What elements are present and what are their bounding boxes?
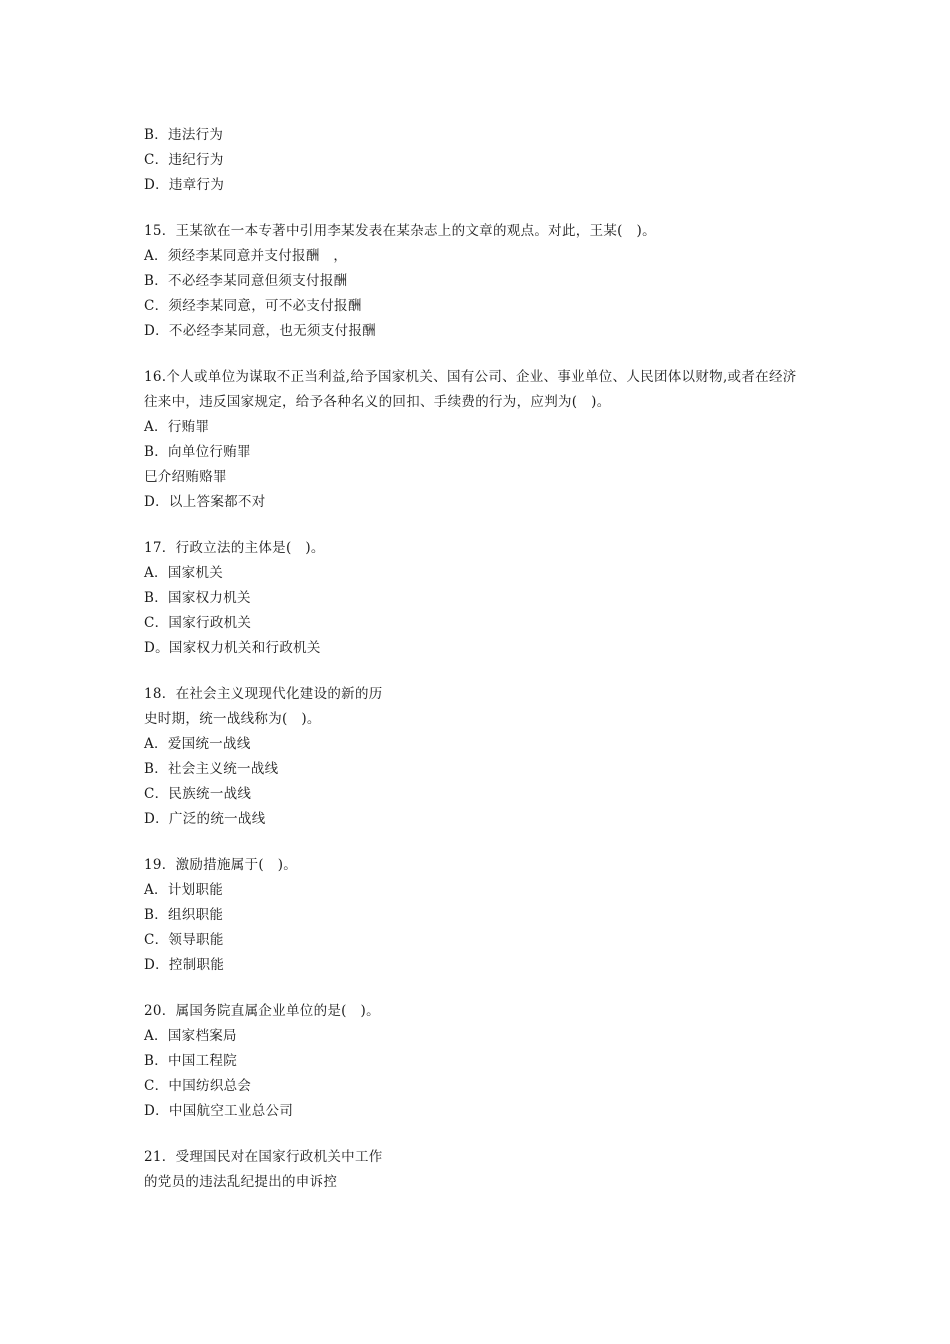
question-text: 16.个人或单位为谋取不正当利益,给予国家机关、国有公司、企业、事业单位、人民团体以财物,或者在经济	[144, 369, 797, 385]
document-page	[144, 123, 824, 1216]
option-d: D．不必经李某同意，也无须支付报酬	[144, 323, 376, 339]
option-c: C．中国纺织总会	[144, 1078, 252, 1094]
question-text: 18．在社会主义现现代化建设的新的历	[144, 686, 383, 702]
option-a: A．国家机关	[144, 565, 224, 581]
option-b: B．中国工程院	[144, 1053, 238, 1069]
option-d: D．控制职能	[144, 957, 225, 973]
option-b: B．社会主义统一战线	[144, 761, 279, 777]
question-text-continued: 的党员的违法乱纪提出的申诉控	[144, 1174, 338, 1190]
option-a: A．行贿罪	[144, 419, 210, 435]
option-a: A．爱国统一战线	[144, 736, 251, 752]
question-text: 15．王某欲在一本专著中引用李某发表在某杂志上的文章的观点。对此，王某( )。	[144, 223, 656, 239]
option-c: C．须经李某同意，可不必支付报酬	[144, 298, 362, 314]
question-text: 20．属国务院直属企业单位的是( )。	[144, 1003, 380, 1019]
question-15	[144, 219, 824, 344]
option-b: B．国家权力机关	[144, 590, 251, 606]
option-c: C．国家行政机关	[144, 615, 252, 631]
option-a: A．须经李某同意并支付报酬 ，	[144, 248, 348, 264]
question-20	[144, 999, 824, 1124]
option-c: C．违纪行为	[144, 152, 224, 168]
question-16	[144, 365, 824, 515]
question-18	[144, 682, 824, 832]
option-c: C．民族统一战线	[144, 786, 252, 802]
question-text: 19．激励措施属于( )。	[144, 857, 298, 873]
option-b: B．违法行为	[144, 127, 224, 143]
option-b: B．不必经李某同意但须支付报酬	[144, 273, 348, 289]
option-a: A．计划职能	[144, 882, 224, 898]
option-d: D．广泛的统一战线	[144, 811, 266, 827]
question-text-continued: 史时期，统一战线称为( )。	[144, 711, 321, 727]
question-text: 17．行政立法的主体是( )。	[144, 540, 325, 556]
option-d: D．以上答案都不对	[144, 494, 266, 510]
option-b: B．组织职能	[144, 907, 224, 923]
option-d: D．违章行为	[144, 177, 225, 193]
option-c: 巳介绍贿赂罪	[144, 469, 227, 485]
option-c: C．领导职能	[144, 932, 224, 948]
question-text-continued: 往来中，违反国家规定，给予各种名义的回扣、手续费的行为，应判为( )。	[144, 394, 611, 410]
question-19	[144, 853, 824, 978]
option-a: A．国家档案局	[144, 1028, 237, 1044]
option-d: D。国家权力机关和行政机关	[144, 640, 321, 656]
question-text: 21．受理国民对在国家行政机关中工作	[144, 1149, 383, 1165]
question-17	[144, 536, 824, 661]
option-d: D．中国航空工业总公司	[144, 1103, 294, 1119]
option-b: B．向单位行贿罪	[144, 444, 251, 460]
question-21	[144, 1145, 824, 1195]
question-14-options	[144, 123, 824, 198]
